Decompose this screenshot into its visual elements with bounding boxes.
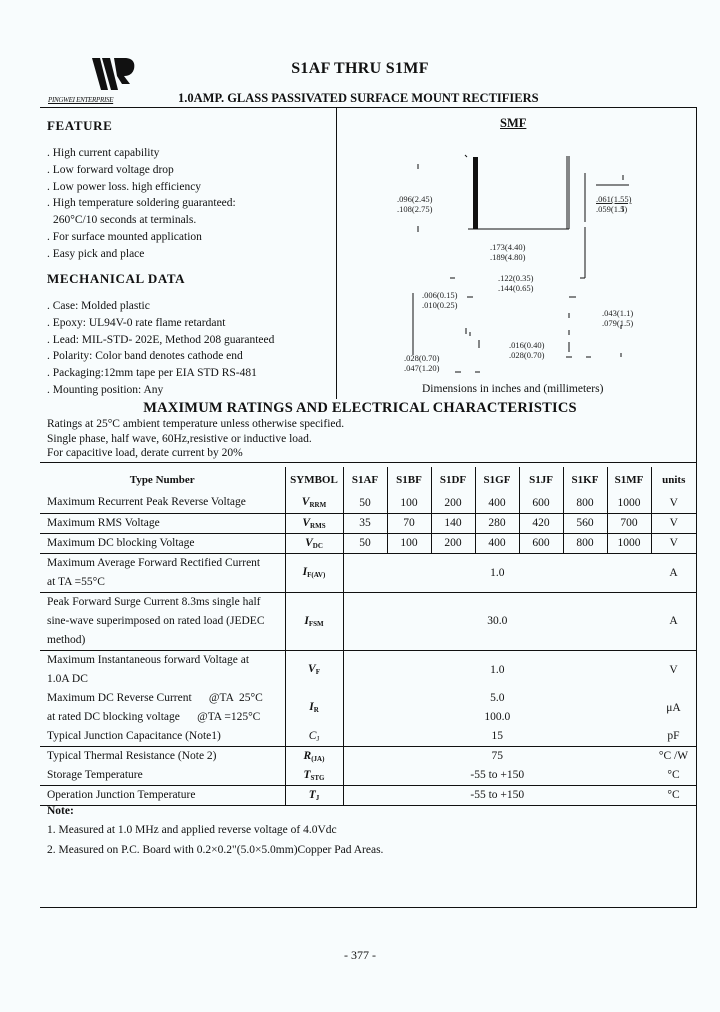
dim-label: .061(1.55) .059(1.5) — [596, 194, 632, 214]
table-row: Typical Junction Capacitance (Note1) $C_J$ 15 pF — [40, 727, 696, 747]
list-item: . Epoxy: UL94V-0 rate flame retardant — [47, 316, 226, 329]
dimensions-caption: Dimensions in inches and (millimeters) — [422, 383, 604, 395]
right-border — [696, 107, 697, 908]
column-header: SYMBOL — [285, 467, 343, 493]
page-subtitle: 1.0AMP. GLASS PASSIVATED SURFACE MOUNT RECTIFIERS — [178, 91, 539, 105]
mechanical-title: MECHANICAL DATA — [47, 271, 186, 286]
column-header: S1KF — [563, 467, 607, 493]
table-row: Maximum DC Reverse Current @TA 25°C at rated DC blocking voltage @TA =125°C $I_R$ 5.0 100.0 μA — [40, 689, 696, 727]
page-title: S1AF THRU S1MF — [291, 60, 429, 77]
table-row: Maximum RMS Voltage $V_{RMS}$ 35 70 140 280 420 560 700 V — [40, 513, 696, 533]
list-item: . For surface mounted application — [47, 230, 202, 243]
column-header: S1MF — [607, 467, 651, 493]
dim-label: .028(0.70) .047(1.20) — [404, 353, 440, 373]
condition-text: For capacitive load, derate current by 20% — [47, 447, 243, 459]
column-header: S1AF — [343, 467, 387, 493]
dim-label: .122(0.35) .144(0.65) — [498, 273, 534, 293]
feature-list — [47, 145, 236, 263]
dim-label: .096(2.45) .108(2.75) — [397, 194, 433, 214]
table-row: Storage Temperature $T_{STG}$ -55 to +150 °C — [40, 766, 696, 786]
table-row: Peak Forward Surge Current 8.3ms single half sine-wave superimposed on rated load (JEDEC method) $I_{FSM}$ 30.0 A — [40, 592, 696, 650]
brand-name: PINGWEI ENTERPRISE — [48, 96, 114, 104]
table-row: Operation Junction Temperature $T_J$ -55 to +150 °C — [40, 785, 696, 805]
ratings-table — [40, 467, 696, 806]
table-row: Maximum Recurrent Peak Reverse Voltage $V_{RRM}$ 50 100 200 400 600 800 1000 V — [40, 493, 696, 513]
package-name: SMF — [500, 116, 527, 130]
column-header: units — [662, 474, 686, 486]
table-row: Maximum DC blocking Voltage $V_{DC}$ 50 100 200 400 600 800 1000 V — [40, 533, 696, 553]
dim-label: .016(0.40) .028(0.70) — [509, 340, 545, 360]
mechanical-list — [47, 298, 274, 399]
list-item: . Low power loss. high efficiency — [47, 180, 202, 193]
list-item: . Mounting position: Any — [47, 383, 164, 396]
table-row: Typical Thermal Resistance (Note 2) $R_{(JA)}$ 75 °C /W — [40, 746, 696, 766]
column-header: S1DF — [431, 467, 475, 493]
page-number: - 377 - — [344, 948, 376, 962]
notes-title: Note: — [47, 805, 74, 817]
list-item: . Packaging:12mm tape per EIA STD RS-481 — [47, 367, 257, 380]
list-item: 260°C/10 seconds at terminals. — [53, 214, 197, 227]
column-header: Type Number — [40, 467, 285, 493]
dim-label: .173(4.40) .189(4.80) — [490, 242, 526, 262]
list-item: . High temperature soldering guaranteed: — [47, 197, 236, 210]
condition-text: Ratings at 25°C ambient temperature unless otherwise specified. — [47, 418, 345, 430]
dim-label: .043(1.1) .079(1.5) — [602, 308, 634, 328]
list-item: . Low forward voltage drop — [47, 163, 174, 176]
table-row: Maximum Instantaneous forward Voltage at 1.0A DC $V_F$ 1.0 V — [40, 650, 696, 689]
note-item: 2. Measured on P.C. Board with 0.2×0.2"(5.0×5.0mm)Copper Pad Areas. — [47, 844, 384, 856]
condition-text: Single phase, half wave, 60Hz,resistive or inductive load. — [47, 433, 312, 445]
list-item: . Easy pick and place — [47, 247, 145, 260]
table-header-row — [40, 467, 696, 493]
column-header: S1JF — [519, 467, 563, 493]
list-item: . High current capability — [47, 147, 160, 159]
ratings-title: MAXIMUM RATINGS AND ELECTRICAL CHARACTERISTICS — [143, 400, 577, 416]
column-divider — [336, 107, 337, 399]
table-top-rule — [40, 462, 697, 463]
bottom-border — [40, 907, 697, 908]
list-item: . Lead: MIL-STD- 202E, Method 208 guaranteed — [47, 333, 275, 346]
list-item: . Polarity: Color band denotes cathode end — [47, 350, 243, 363]
note-item: 1. Measured at 1.0 MHz and applied reverse voltage of 4.0Vdc — [47, 824, 337, 836]
column-header: S1GF — [475, 467, 519, 493]
table-row: Maximum Average Forward Rectified Current at TA =55°C $I_{F(AV)}$ 1.0 A — [40, 553, 696, 592]
feature-title: FEATURE — [47, 118, 113, 133]
column-header: S1BF — [387, 467, 431, 493]
header-rule — [40, 107, 697, 108]
dim-label: .006(0.15) .010(0.25) — [422, 290, 458, 310]
list-item: . Case: Molded plastic — [47, 300, 150, 312]
